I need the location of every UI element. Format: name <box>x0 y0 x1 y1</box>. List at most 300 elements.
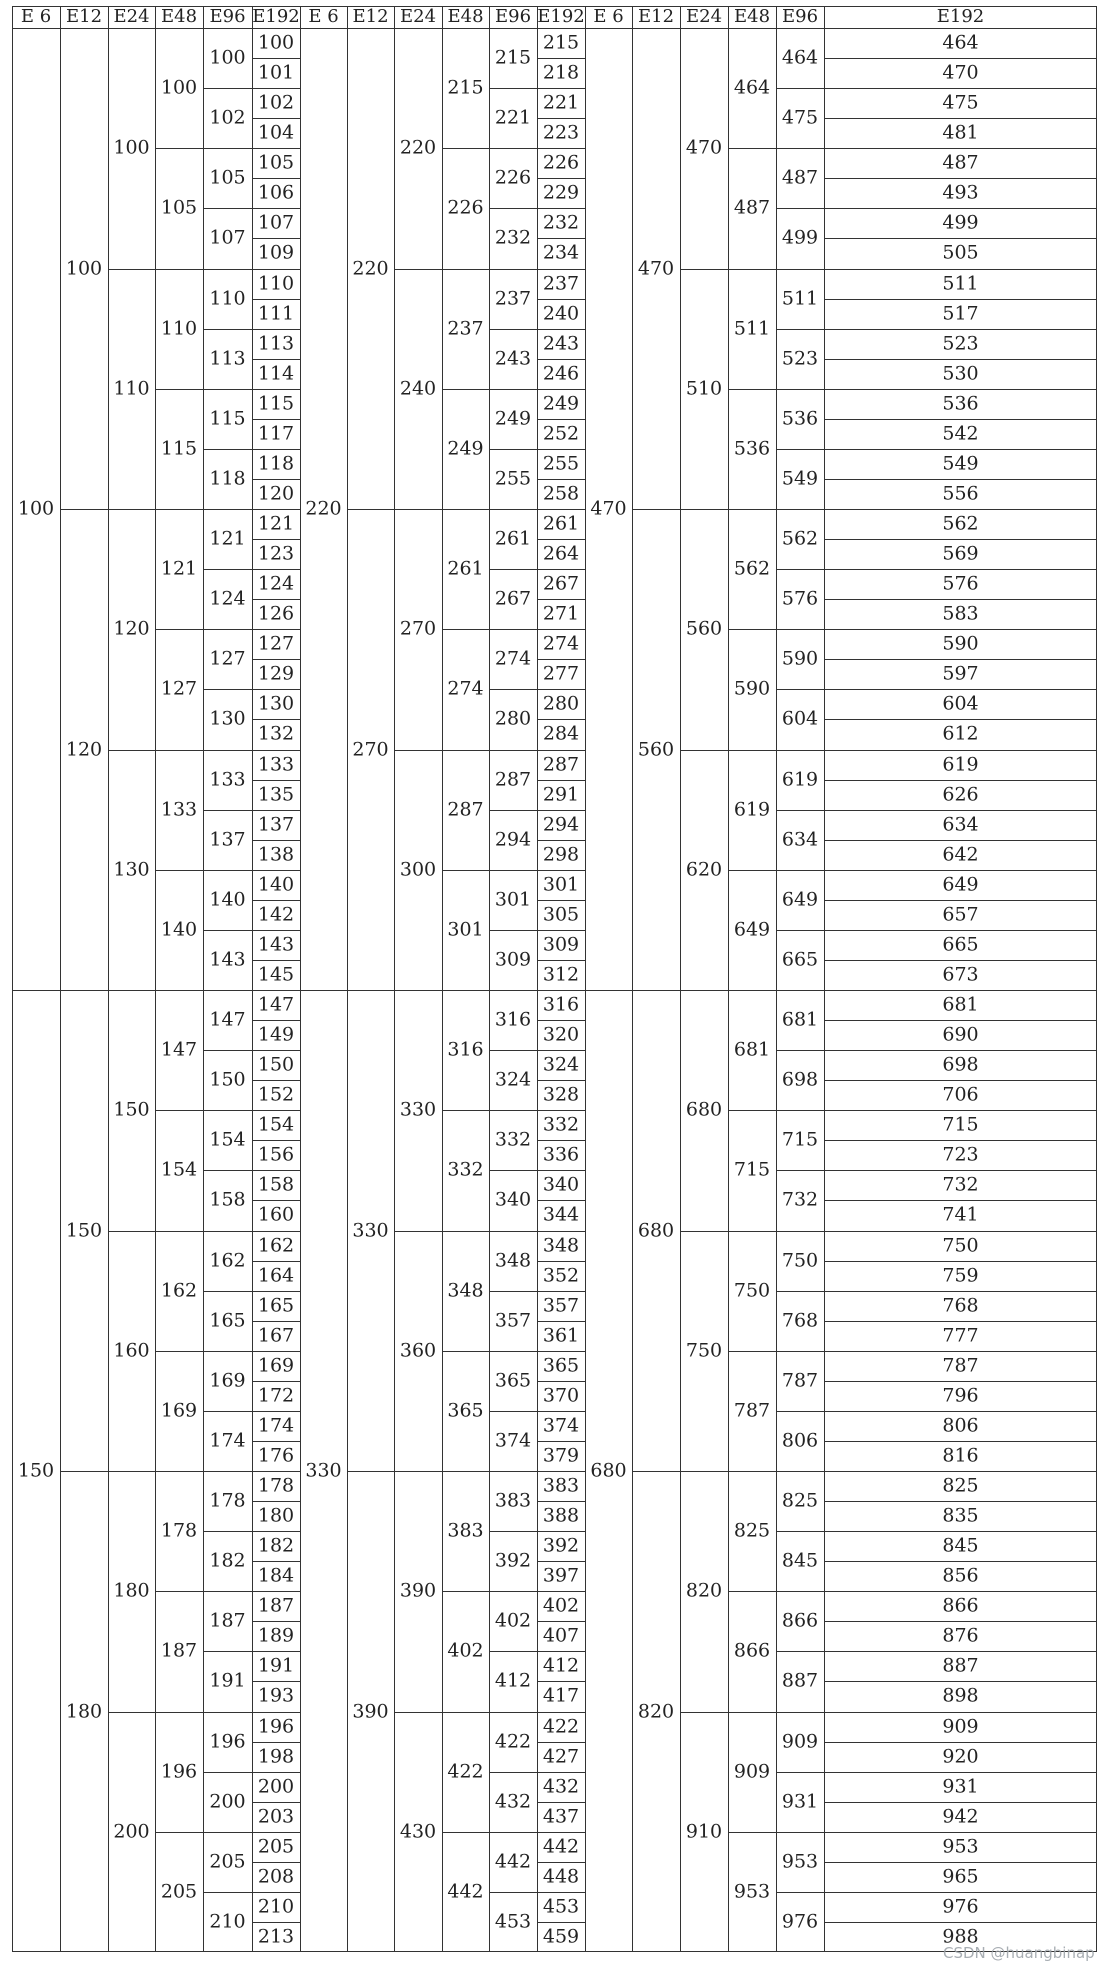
e12-value: 150 <box>65 1219 103 1241</box>
row-divider <box>824 870 1097 871</box>
row-divider <box>537 1261 585 1262</box>
row-divider <box>203 1411 252 1412</box>
row-divider <box>203 1471 252 1472</box>
row-divider <box>489 1050 537 1051</box>
e192-value: 246 <box>542 362 580 385</box>
row-divider <box>155 990 203 991</box>
e192-value: 223 <box>542 121 580 144</box>
row-divider <box>537 1561 585 1562</box>
e96-value: 432 <box>494 1790 532 1813</box>
row-divider <box>585 990 632 991</box>
row-divider <box>824 1862 1097 1863</box>
row-divider <box>108 990 155 991</box>
row-divider <box>537 719 585 720</box>
e192-value: 187 <box>257 1594 295 1617</box>
row-divider <box>824 1080 1097 1081</box>
row-divider <box>776 569 824 570</box>
e48-value: 196 <box>160 1760 198 1783</box>
e192-value: 412 <box>542 1654 580 1677</box>
e192-value: 178 <box>257 1474 295 1497</box>
e96-value: 237 <box>494 287 532 310</box>
e192-value: 657 <box>942 903 979 926</box>
column-divider <box>203 6 204 1952</box>
row-divider <box>537 1651 585 1652</box>
row-divider <box>680 990 728 991</box>
e12-value: 470 <box>637 257 675 279</box>
row-divider <box>537 1802 585 1803</box>
e96-value: 226 <box>494 166 532 189</box>
e96-value: 100 <box>209 46 246 69</box>
row-divider <box>537 178 585 179</box>
row-divider <box>203 569 252 570</box>
row-divider <box>824 629 1097 630</box>
row-divider <box>537 750 585 751</box>
e192-value: 988 <box>942 1925 979 1948</box>
row-divider <box>252 1621 300 1622</box>
e192-value: 374 <box>542 1414 580 1437</box>
e192-value: 422 <box>542 1715 580 1738</box>
e192-value: 626 <box>942 783 979 806</box>
row-divider <box>252 1501 300 1502</box>
row-divider <box>252 1742 300 1743</box>
e48-value: 953 <box>733 1880 771 1903</box>
row-divider <box>537 1020 585 1021</box>
e192-value: 118 <box>257 452 295 475</box>
row-divider <box>252 1321 300 1322</box>
row-divider <box>537 1140 585 1141</box>
row-divider <box>203 1531 252 1532</box>
row-divider <box>680 509 728 510</box>
e192-value: 673 <box>942 963 979 986</box>
row-divider <box>203 1712 252 1713</box>
row-divider <box>442 148 489 149</box>
row-divider <box>824 1802 1097 1803</box>
e12-value: 120 <box>65 738 103 760</box>
row-divider <box>252 178 300 179</box>
e96-value: 162 <box>209 1249 246 1272</box>
e192-value: 619 <box>942 753 979 776</box>
row-divider <box>537 1922 585 1923</box>
e192-value: 287 <box>542 753 580 776</box>
e96-value: 205 <box>209 1850 246 1873</box>
row-divider <box>824 1381 1097 1382</box>
row-divider <box>824 419 1097 420</box>
e192-value: 505 <box>942 241 979 264</box>
e48-value: 750 <box>733 1279 771 1302</box>
row-divider <box>776 1531 824 1532</box>
e192-value: 200 <box>257 1775 295 1798</box>
row-divider <box>776 1351 824 1352</box>
e48-value: 590 <box>733 677 771 700</box>
row-divider <box>537 990 585 991</box>
e48-value: 274 <box>447 677 484 700</box>
e192-value: 442 <box>542 1835 580 1858</box>
e192-value: 481 <box>942 121 979 144</box>
e96-value: 169 <box>209 1369 246 1392</box>
row-divider <box>537 659 585 660</box>
e96-value: 249 <box>494 407 532 430</box>
e24-value: 130 <box>113 858 150 881</box>
row-divider <box>728 1471 776 1472</box>
e192-value: 690 <box>942 1023 979 1046</box>
e24-value: 820 <box>685 1579 723 1602</box>
e96-value: 143 <box>209 948 246 971</box>
row-divider <box>489 1170 537 1171</box>
e192-value: 536 <box>942 392 979 415</box>
e192-value: 124 <box>257 572 295 595</box>
e192-value: 562 <box>942 512 979 535</box>
column-divider <box>728 6 729 1952</box>
column-divider <box>585 6 586 1952</box>
e96-value: 383 <box>494 1489 532 1512</box>
row-divider <box>203 1892 252 1893</box>
row-divider <box>203 1291 252 1292</box>
column-header: E 6 <box>593 6 624 27</box>
e192-value: 523 <box>942 332 979 355</box>
column-divider <box>300 6 301 1952</box>
e24-value: 680 <box>685 1098 723 1121</box>
e96-value: 147 <box>209 1008 246 1031</box>
row-divider <box>824 1501 1097 1502</box>
row-divider <box>824 389 1097 390</box>
row-divider <box>252 1471 300 1472</box>
row-divider <box>489 930 537 931</box>
e96-value: 102 <box>209 106 246 129</box>
e192-value: 180 <box>257 1504 295 1527</box>
row-divider <box>537 1231 585 1232</box>
e192-value: 193 <box>257 1684 295 1707</box>
e96-value: 442 <box>494 1850 532 1873</box>
e192-value: 240 <box>542 302 580 325</box>
row-divider <box>252 599 300 600</box>
e192-value: 612 <box>942 722 979 745</box>
e192-value: 191 <box>257 1654 295 1677</box>
row-divider <box>489 1772 537 1773</box>
row-divider <box>203 1351 252 1352</box>
e96-value: 866 <box>781 1609 819 1632</box>
e48-value: 249 <box>447 437 484 460</box>
e96-value: 121 <box>209 527 246 550</box>
row-divider <box>155 1832 203 1833</box>
e192-value: 448 <box>542 1865 580 1888</box>
row-divider <box>680 269 728 270</box>
e48-value: 215 <box>447 76 484 99</box>
row-divider <box>824 780 1097 781</box>
e192-value: 271 <box>542 602 580 625</box>
row-divider <box>203 1772 252 1773</box>
e192-value: 117 <box>257 422 295 445</box>
row-divider <box>824 569 1097 570</box>
e192-value: 113 <box>257 332 295 355</box>
row-divider <box>537 58 585 59</box>
e192-value: 583 <box>942 602 979 625</box>
e192-value: 261 <box>542 512 580 535</box>
row-divider <box>252 58 300 59</box>
row-divider <box>203 930 252 931</box>
e192-value: 806 <box>942 1414 979 1437</box>
e96-value: 215 <box>494 46 532 69</box>
e192-value: 340 <box>542 1173 580 1196</box>
e96-value: 232 <box>494 226 532 249</box>
e192-value: 143 <box>257 933 295 956</box>
e192-value: 642 <box>942 843 979 866</box>
row-divider <box>203 329 252 330</box>
e192-value: 549 <box>942 452 979 475</box>
e96-value: 590 <box>781 647 819 670</box>
column-divider <box>60 6 61 1952</box>
e12-value: 560 <box>637 738 675 760</box>
row-divider <box>537 1772 585 1773</box>
row-divider <box>537 419 585 420</box>
row-divider <box>489 1892 537 1893</box>
row-divider <box>824 1742 1097 1743</box>
row-divider <box>203 88 252 89</box>
e48-value: 715 <box>733 1158 771 1181</box>
column-divider <box>442 6 443 1952</box>
row-divider <box>442 389 489 390</box>
row-divider <box>537 1351 585 1352</box>
row-divider <box>252 1411 300 1412</box>
e192-value: 145 <box>257 963 295 986</box>
row-divider <box>537 1080 585 1081</box>
e96-value: 374 <box>494 1429 532 1452</box>
e96-value: 787 <box>781 1369 819 1392</box>
row-divider <box>728 1712 776 1713</box>
e96-value: 182 <box>209 1549 246 1572</box>
e192-value: 604 <box>942 692 979 715</box>
row-divider <box>776 1591 824 1592</box>
e24-value: 100 <box>113 136 150 159</box>
row-divider <box>252 870 300 871</box>
row-divider <box>394 269 442 270</box>
e192-value: 976 <box>942 1895 979 1918</box>
e96-value: 165 <box>209 1309 246 1332</box>
e192-value: 887 <box>942 1654 979 1677</box>
e96-value: 348 <box>494 1249 532 1272</box>
e192-value: 723 <box>942 1143 979 1166</box>
e96-value: 909 <box>781 1730 819 1753</box>
e192-value: 634 <box>942 813 979 836</box>
row-divider <box>203 1110 252 1111</box>
row-divider <box>252 1922 300 1923</box>
row-divider <box>489 1351 537 1352</box>
e192-value: 169 <box>257 1354 295 1377</box>
row-divider <box>824 1892 1097 1893</box>
e192-value: 715 <box>942 1113 979 1136</box>
row-divider <box>824 1291 1097 1292</box>
row-divider <box>442 1351 489 1352</box>
e96-value: 158 <box>209 1188 246 1211</box>
row-divider <box>537 1591 585 1592</box>
row-divider <box>489 389 537 390</box>
e96-value: 422 <box>494 1730 532 1753</box>
row-divider <box>203 509 252 510</box>
row-divider <box>252 990 300 991</box>
row-divider <box>252 509 300 510</box>
row-divider <box>776 1110 824 1111</box>
e96-value: 649 <box>781 888 819 911</box>
row-divider <box>252 329 300 330</box>
e192-value: 402 <box>542 1594 580 1617</box>
e192-value: 332 <box>542 1113 580 1136</box>
e192-value: 777 <box>942 1324 979 1347</box>
e48-value: 909 <box>733 1760 771 1783</box>
e96-value: 274 <box>494 647 532 670</box>
row-divider <box>394 750 442 751</box>
e192-value: 576 <box>942 572 979 595</box>
row-divider <box>824 659 1097 660</box>
row-divider <box>155 1351 203 1352</box>
e192-value: 909 <box>942 1715 979 1738</box>
row-divider <box>252 389 300 390</box>
e96-value: 130 <box>209 707 246 730</box>
e192-value: 361 <box>542 1324 580 1347</box>
row-divider <box>489 269 537 270</box>
row-divider <box>489 750 537 751</box>
row-divider <box>252 479 300 480</box>
e192-value: 129 <box>257 662 295 685</box>
e192-value: 732 <box>942 1173 979 1196</box>
e192-value: 213 <box>257 1925 295 1948</box>
row-divider <box>489 1832 537 1833</box>
e192-value: 106 <box>257 181 295 204</box>
e192-value: 796 <box>942 1384 979 1407</box>
e48-value: 649 <box>733 918 771 941</box>
row-divider <box>155 148 203 149</box>
e96-value: 200 <box>209 1790 246 1813</box>
e6-value: 150 <box>17 1459 55 1482</box>
e192-value: 264 <box>542 542 580 565</box>
e192-value: 234 <box>542 241 580 264</box>
row-divider <box>252 419 300 420</box>
e192-value: 942 <box>942 1805 979 1828</box>
row-divider <box>824 1441 1097 1442</box>
e192-value: 298 <box>542 843 580 866</box>
row-divider <box>537 509 585 510</box>
e48-value: 681 <box>733 1038 771 1061</box>
row-divider <box>824 750 1097 751</box>
e96-value: 316 <box>494 1008 532 1031</box>
column-header: E96 <box>781 6 819 27</box>
row-divider <box>442 1110 489 1111</box>
e96-value: 619 <box>781 768 819 791</box>
row-divider <box>537 930 585 931</box>
e96-value: 806 <box>781 1429 819 1452</box>
row-divider <box>203 1050 252 1051</box>
e192-value: 121 <box>257 512 295 535</box>
row-divider <box>776 629 824 630</box>
e96-value: 464 <box>781 46 819 69</box>
row-divider <box>537 1381 585 1382</box>
row-divider <box>442 870 489 871</box>
row-divider <box>442 629 489 630</box>
e96-value: 255 <box>494 467 532 490</box>
e96-value: 511 <box>781 287 819 310</box>
row-divider <box>394 1471 442 1472</box>
e192-value: 274 <box>542 632 580 655</box>
e96-value: 681 <box>781 1008 819 1031</box>
row-divider <box>252 840 300 841</box>
row-divider <box>252 1140 300 1141</box>
e192-value: 965 <box>942 1865 979 1888</box>
row-divider <box>824 1200 1097 1201</box>
e192-value: 379 <box>542 1444 580 1467</box>
row-divider <box>824 58 1097 59</box>
row-divider <box>252 118 300 119</box>
e96-value: 301 <box>494 888 532 911</box>
e96-value: 931 <box>781 1790 819 1813</box>
e192-value: 470 <box>942 61 979 84</box>
column-header: E96 <box>209 6 246 27</box>
row-divider <box>203 750 252 751</box>
e96-value: 309 <box>494 948 532 971</box>
row-divider <box>394 1712 442 1713</box>
row-divider <box>824 960 1097 961</box>
column-divider <box>680 6 681 1952</box>
row-divider <box>776 1892 824 1893</box>
row-divider <box>824 1050 1097 1051</box>
row-divider <box>394 509 442 510</box>
row-divider <box>776 990 824 991</box>
row-divider <box>776 1832 824 1833</box>
e24-value: 750 <box>685 1339 723 1362</box>
row-divider <box>489 1471 537 1472</box>
row-divider <box>632 509 680 510</box>
row-divider <box>155 1591 203 1592</box>
row-divider <box>252 1351 300 1352</box>
row-divider <box>776 329 824 330</box>
row-divider <box>824 118 1097 119</box>
row-divider <box>537 1110 585 1111</box>
row-divider <box>728 990 776 991</box>
e192-value: 597 <box>942 662 979 685</box>
e192-value: 255 <box>542 452 580 475</box>
e96-value: 332 <box>494 1128 532 1151</box>
e6-value: 470 <box>590 497 627 520</box>
e96-value: 825 <box>781 1489 819 1512</box>
e96-value: 768 <box>781 1309 819 1332</box>
row-divider <box>824 719 1097 720</box>
row-divider <box>824 148 1097 149</box>
row-divider <box>203 810 252 811</box>
row-divider <box>12 990 60 991</box>
row-divider <box>824 689 1097 690</box>
e192-value: 845 <box>942 1534 979 1557</box>
e48-value: 383 <box>447 1519 484 1542</box>
row-divider <box>489 990 537 991</box>
e192-value: 487 <box>942 151 979 174</box>
e48-value: 332 <box>447 1158 484 1181</box>
row-divider <box>776 1411 824 1412</box>
e192-value: 365 <box>542 1354 580 1377</box>
row-divider <box>537 1321 585 1322</box>
row-divider <box>252 1712 300 1713</box>
row-divider <box>728 1591 776 1592</box>
e192-value: 590 <box>942 632 979 655</box>
row-divider <box>155 389 203 390</box>
row-divider <box>442 750 489 751</box>
row-divider <box>824 1321 1097 1322</box>
row-divider <box>203 208 252 209</box>
row-divider <box>537 539 585 540</box>
row-divider <box>155 269 203 270</box>
row-divider <box>824 238 1097 239</box>
e48-value: 511 <box>733 317 771 340</box>
e48-value: 187 <box>160 1639 198 1662</box>
row-divider <box>728 870 776 871</box>
e48-value: 261 <box>447 557 484 580</box>
row-divider <box>824 269 1097 270</box>
